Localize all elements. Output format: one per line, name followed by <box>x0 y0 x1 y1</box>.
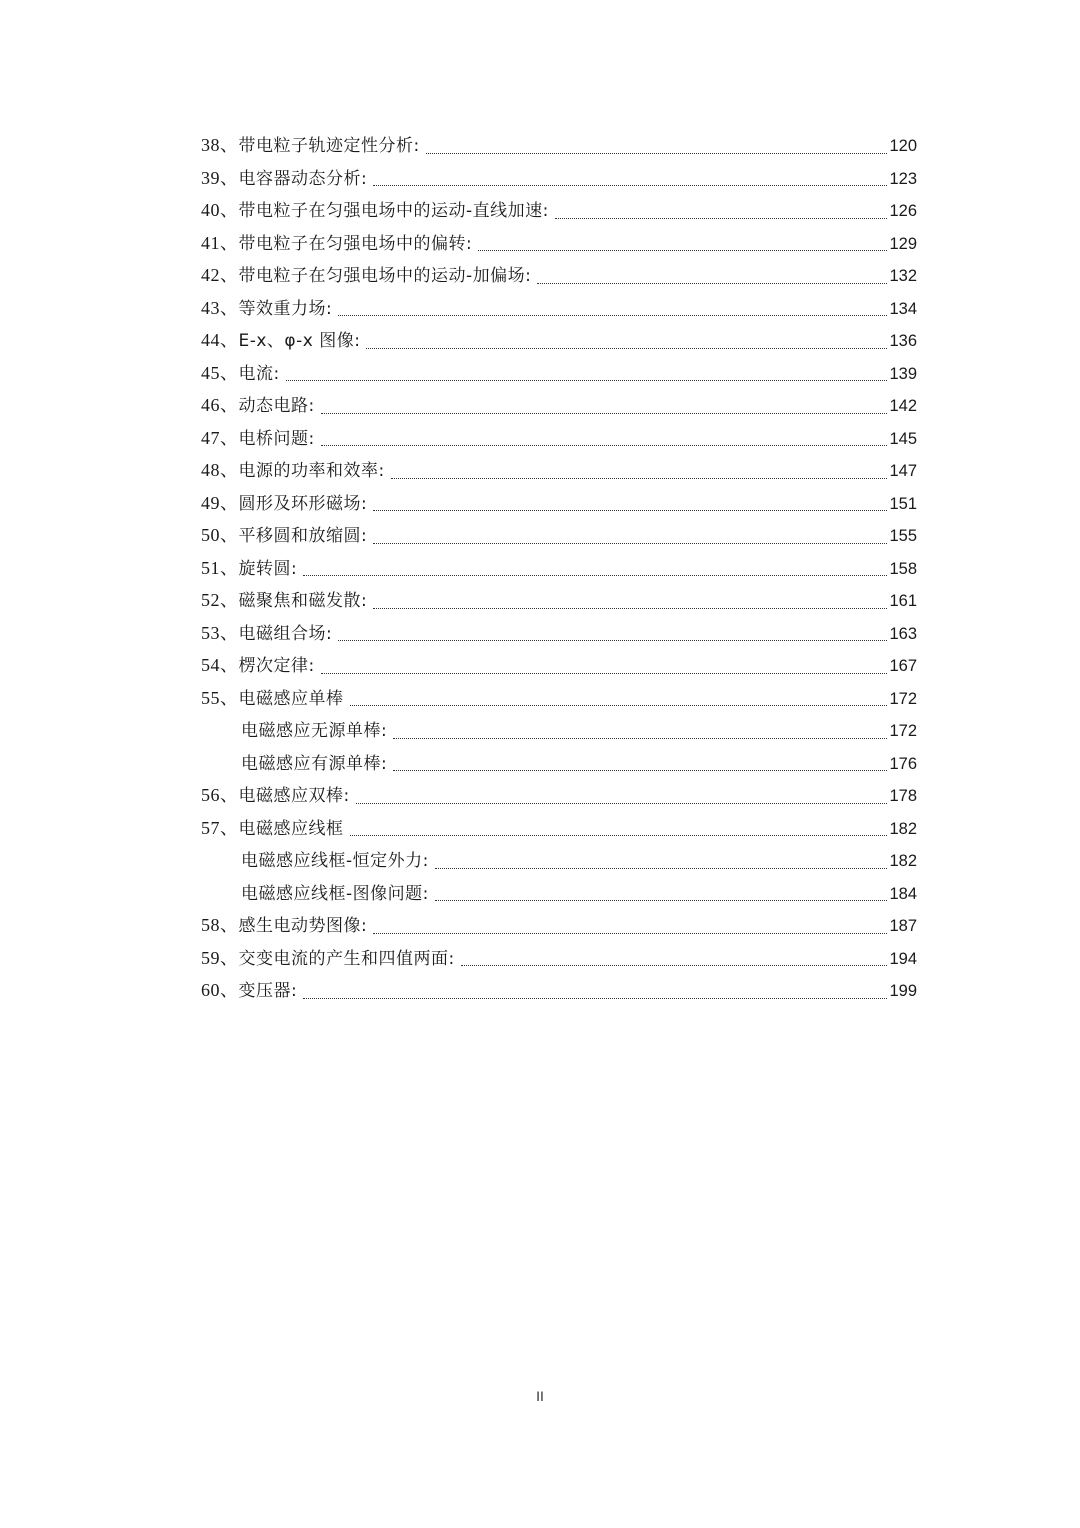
dot-leader <box>356 802 888 804</box>
toc-entry-title <box>201 878 429 911</box>
toc-entry[interactable] <box>201 260 917 293</box>
toc-entry-number: 58、 <box>201 915 239 935</box>
toc-entry-page: 182 <box>889 852 917 870</box>
dot-leader <box>391 477 888 479</box>
toc-entry-number: 52、 <box>201 590 239 610</box>
toc-entry[interactable] <box>201 488 917 521</box>
toc-entry-number: 59、 <box>201 947 239 968</box>
toc-entry-page: 163 <box>889 624 917 643</box>
toc-entry-text: 磁聚焦和磁发散: <box>238 591 368 611</box>
toc-entry-title <box>201 454 385 488</box>
dot-leader <box>537 282 887 284</box>
toc-entry-text: 带电粒子在匀强电场中的偏转: <box>238 233 473 254</box>
page-number: II <box>536 1388 544 1404</box>
dot-leader <box>303 997 887 999</box>
toc-entry-number: 45、 <box>201 362 239 383</box>
toc-entry-page: 158 <box>889 559 917 578</box>
toc-entry-title <box>201 357 280 391</box>
toc-entry-text: 电容器动态分析: <box>238 168 368 189</box>
toc-entry-number: 43、 <box>201 297 239 318</box>
toc-entry-page: 167 <box>889 657 917 675</box>
toc-entry-title <box>201 227 472 261</box>
toc-entry-title <box>201 617 332 651</box>
toc-entry[interactable] <box>201 390 917 423</box>
toc-entry[interactable] <box>201 780 917 813</box>
toc-entry-title <box>201 779 350 813</box>
toc-entry-text: 旋转圆: <box>238 558 298 579</box>
toc-entry-title <box>201 584 367 618</box>
toc-entry[interactable] <box>201 553 917 586</box>
toc-entry-title <box>201 292 332 326</box>
toc-entry-page: 120 <box>889 137 917 155</box>
toc-entry-number: 55、 <box>201 687 239 708</box>
toc-entry-text: 感生电动势图像: <box>238 916 368 936</box>
toc-entry-title <box>201 909 367 943</box>
toc-entry-page: 161 <box>889 592 917 610</box>
toc-entry[interactable] <box>201 975 917 1008</box>
toc-entry[interactable] <box>201 910 917 943</box>
toc-entry-text: 电磁感应线框-图像问题: <box>241 883 429 904</box>
dot-leader <box>373 607 887 609</box>
toc-entry-number: 39、 <box>201 167 239 188</box>
toc-subentry[interactable] <box>201 878 917 911</box>
toc-entry-text: 电磁感应单棒 <box>238 688 344 709</box>
toc-entry-number: 49、 <box>201 492 239 513</box>
toc-entry-title <box>201 812 344 846</box>
dot-leader <box>338 314 887 316</box>
dot-leader <box>478 249 887 251</box>
toc-entry-number: 38、 <box>201 135 239 155</box>
toc-entry-text: 电源的功率和效率: <box>238 461 385 481</box>
toc-entry-title <box>201 422 315 456</box>
dot-leader <box>350 704 888 706</box>
toc-entry-number: 60、 <box>201 980 239 1000</box>
toc-entry-title <box>201 389 315 423</box>
toc-entry-title <box>201 324 360 358</box>
toc-entry-page: 187 <box>889 917 917 935</box>
toc-entry-page: 199 <box>889 982 917 1000</box>
toc-entry-text: 电磁感应无源单棒: <box>241 721 388 741</box>
toc-entry-number: 47、 <box>201 427 239 448</box>
toc-entry[interactable] <box>201 130 917 163</box>
toc-entry[interactable] <box>201 293 917 326</box>
dot-leader <box>321 412 888 414</box>
toc-entry-page: 145 <box>889 429 917 448</box>
toc-entry-title <box>201 552 297 586</box>
toc-subentry[interactable] <box>201 715 917 748</box>
toc-entry[interactable] <box>201 943 917 976</box>
toc-entry-title <box>201 649 315 683</box>
dot-leader <box>435 867 888 869</box>
toc-entry-page: 182 <box>889 819 917 838</box>
toc-entry-page: 134 <box>889 299 917 318</box>
toc-entry-page: 172 <box>889 722 917 740</box>
table-of-contents <box>201 130 917 1008</box>
dot-leader <box>321 672 888 674</box>
toc-entry-text: 带电粒子在匀强电场中的运动-直线加速: <box>238 201 549 221</box>
toc-entry[interactable] <box>201 163 917 196</box>
toc-entry-number: 40、 <box>201 200 239 220</box>
dot-leader <box>373 542 887 544</box>
toc-entry-page: 142 <box>889 397 917 415</box>
toc-entry[interactable] <box>201 455 917 488</box>
toc-entry-text: 平移圆和放缩圆: <box>238 526 368 546</box>
toc-entry-title <box>201 487 367 521</box>
dot-leader <box>350 834 888 836</box>
toc-entry-number: 46、 <box>201 395 239 415</box>
toc-entry-page: 194 <box>889 949 917 968</box>
toc-entry-text: 动态电路: <box>238 396 315 416</box>
toc-entry-number: 53、 <box>201 622 239 643</box>
toc-entry[interactable] <box>201 325 917 358</box>
toc-entry-text: 楞次定律: <box>238 656 315 676</box>
toc-entry-text: 电磁感应双棒: <box>238 786 350 806</box>
toc-entry-page: 147 <box>889 462 917 480</box>
toc-entry-page: 123 <box>889 169 917 188</box>
toc-entry[interactable] <box>201 585 917 618</box>
toc-entry-text: 电磁感应线框 <box>238 818 344 839</box>
toc-entry[interactable] <box>201 195 917 228</box>
toc-entry-title <box>201 194 549 228</box>
toc-entry-title <box>201 682 344 716</box>
toc-entry-page: 172 <box>889 689 917 708</box>
toc-entry-page: 129 <box>889 234 917 253</box>
toc-entry[interactable] <box>201 813 917 846</box>
toc-entry-title <box>201 748 387 781</box>
toc-entry-text: 电桥问题: <box>238 428 315 449</box>
toc-entry-text: 等效重力场: <box>238 298 333 319</box>
toc-entry[interactable] <box>201 520 917 553</box>
toc-entry-page: 178 <box>889 787 917 805</box>
toc-entry[interactable] <box>201 683 917 716</box>
toc-entry-text: 电磁感应线框-恒定外力: <box>241 851 429 871</box>
toc-entry-title <box>201 129 420 163</box>
toc-entry-page: 155 <box>889 527 917 545</box>
toc-entry-page: 126 <box>889 202 917 220</box>
toc-entry-text: 电磁组合场: <box>238 623 333 644</box>
toc-entry-title <box>201 845 429 878</box>
toc-entry-text: 电流: <box>238 363 280 384</box>
dot-leader <box>393 769 887 771</box>
dot-leader <box>373 184 887 186</box>
toc-entry[interactable] <box>201 423 917 456</box>
toc-entry-page: 151 <box>889 494 917 513</box>
dot-leader <box>303 574 887 576</box>
toc-entry-page: 132 <box>889 267 917 285</box>
toc-entry-number: 42、 <box>201 265 239 285</box>
dot-leader <box>338 639 887 641</box>
dot-leader <box>366 347 887 349</box>
dot-leader <box>461 964 888 966</box>
dot-leader <box>321 444 888 446</box>
toc-entry[interactable] <box>201 618 917 651</box>
toc-entry-number: 41、 <box>201 232 239 253</box>
toc-entry-title <box>201 715 387 748</box>
toc-entry-page: 184 <box>889 884 917 903</box>
toc-entry-page: 139 <box>889 364 917 383</box>
dot-leader <box>435 899 888 901</box>
toc-entry-text: 带电粒子在匀强电场中的运动-加偏场: <box>238 266 532 286</box>
toc-entry-number: 51、 <box>201 557 239 578</box>
dot-leader <box>393 737 887 739</box>
toc-entry-text: 变压器: <box>238 981 298 1001</box>
toc-entry-page: 136 <box>889 332 917 350</box>
toc-entry-title <box>201 974 297 1008</box>
toc-entry-title <box>201 942 455 976</box>
toc-entry-number: 50、 <box>201 525 239 545</box>
toc-entry-number: 56、 <box>201 785 239 805</box>
dot-leader <box>555 217 888 219</box>
toc-entry-title <box>201 519 367 553</box>
toc-entry-text: 圆形及环形磁场: <box>238 493 368 514</box>
toc-entry[interactable] <box>201 228 917 261</box>
dot-leader <box>286 379 888 381</box>
toc-entry-number: 57、 <box>201 817 239 838</box>
toc-entry-text: 电磁感应有源单棒: <box>241 753 388 774</box>
toc-entry-text: 带电粒子轨迹定性分析: <box>238 136 420 156</box>
dot-leader <box>373 509 887 511</box>
toc-entry[interactable] <box>201 650 917 683</box>
toc-entry-title <box>201 259 531 293</box>
toc-entry-text: E-x、φ-x 图像: <box>238 331 361 351</box>
toc-entry-number: 44、 <box>201 330 239 350</box>
dot-leader <box>373 932 887 934</box>
toc-entry-text: 交变电流的产生和四值两面: <box>238 948 455 969</box>
dot-leader <box>426 152 888 154</box>
toc-subentry[interactable] <box>201 748 917 781</box>
toc-entry[interactable] <box>201 358 917 391</box>
toc-subentry[interactable] <box>201 845 917 878</box>
toc-entry-page: 176 <box>889 754 917 773</box>
toc-entry-title <box>201 162 367 196</box>
toc-entry-number: 54、 <box>201 655 239 675</box>
toc-entry-number: 48、 <box>201 460 239 480</box>
